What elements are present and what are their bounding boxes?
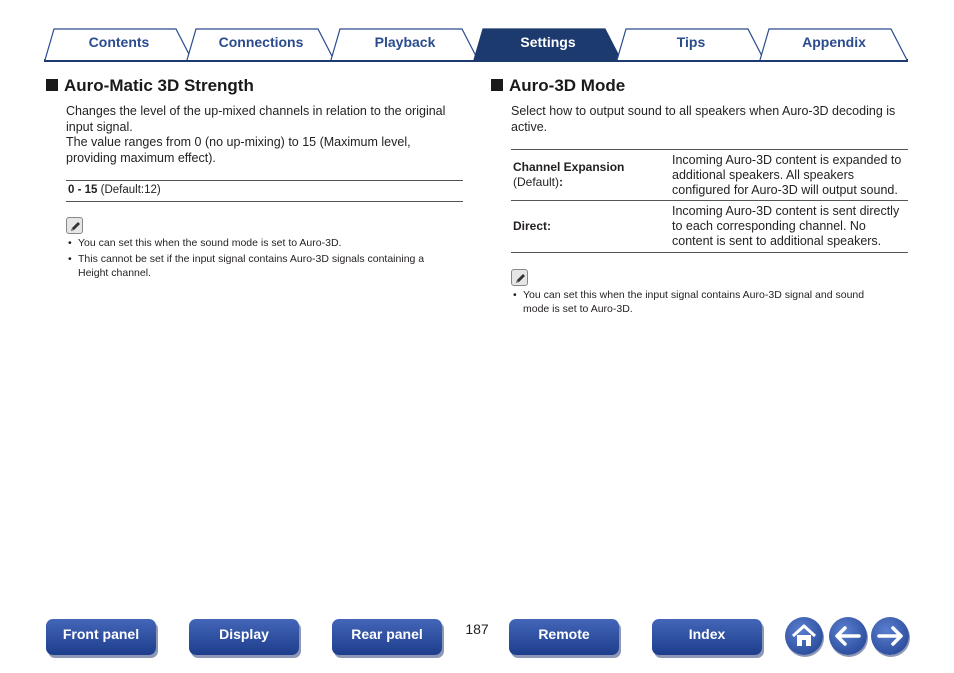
section-title-text: Auro-Matic 3D Strength: [64, 76, 254, 95]
mode-key: Channel Expansion: [513, 160, 625, 174]
page-number: 187: [465, 621, 489, 637]
tab-label: Settings: [520, 34, 576, 50]
note-item: [511, 289, 911, 316]
tab-label: Appendix: [802, 34, 866, 50]
note-line: mode is set to Auro-3D.: [523, 302, 633, 315]
remote-button[interactable]: Remote: [509, 619, 619, 655]
pencil-glyph: [67, 218, 84, 235]
tab-label: Tips: [676, 34, 706, 50]
section-title-text: Auro-3D Mode: [509, 76, 626, 95]
home-glyph: [785, 617, 823, 655]
tab-label: Playback: [374, 34, 436, 50]
mode-value-line: Incoming Auro-3D content is sent directly: [672, 204, 900, 218]
mode-value-line: configured for Auro-3D will output sound.: [672, 182, 898, 197]
table-row: [511, 150, 908, 201]
arrow-right-icon[interactable]: [871, 617, 909, 655]
note-line: Height channel.: [78, 266, 151, 279]
tab-contents[interactable]: [44, 27, 194, 60]
auro-3d-mode-table: [511, 149, 908, 253]
mode-value-cell: [670, 150, 908, 201]
desc-line: active.: [511, 119, 548, 134]
mode-value-line: additional speakers. All speakers: [672, 167, 855, 182]
desc-line: providing maximum effect).: [66, 150, 216, 165]
mode-value-line: to each corresponding channel. No: [672, 219, 866, 233]
range-value: 0 - 15: [68, 184, 98, 196]
mode-key-cell: [511, 201, 670, 253]
front-panel-button[interactable]: Front panel: [46, 619, 156, 655]
section-square-icon: [491, 79, 503, 91]
tab-connections[interactable]: [186, 27, 336, 60]
mode-value-cell: [670, 201, 908, 253]
section-square-icon: [46, 79, 58, 91]
left-notes: [66, 237, 466, 283]
arrow-left-icon[interactable]: [829, 617, 867, 655]
auro-matic-description: [66, 104, 445, 166]
tab-appendix[interactable]: [759, 27, 909, 60]
right-notes: [511, 289, 911, 319]
tab-label: Contents: [88, 34, 150, 50]
index-button[interactable]: Index: [652, 619, 762, 655]
display-button[interactable]: Display: [189, 619, 299, 655]
arrow-right-glyph: [871, 617, 909, 655]
range-default: (Default:12): [97, 184, 161, 196]
mode-value-line: Incoming Auro-3D content is expanded to: [672, 152, 902, 167]
home-icon[interactable]: [785, 617, 823, 655]
pencil-note-icon: [511, 269, 528, 286]
note-item: • You can set this when the sound mode is set to Auro-3D.: [66, 237, 466, 251]
arrow-left-glyph: [829, 617, 867, 655]
note-line: You can set this when the input signal contains Auro-3D signal and sound: [523, 289, 865, 301]
table-row: [511, 201, 908, 253]
pencil-note-icon: [66, 217, 83, 234]
value-range-row: [66, 180, 463, 202]
mode-key: Direct:: [513, 219, 552, 233]
note-line: This cannot be set if the input signal contains Auro-3D signals containing a: [78, 253, 425, 265]
desc-line: Changes the level of the up-mixed channels in relation to the original: [66, 104, 446, 118]
auro-3d-description: [511, 104, 895, 135]
mode-key-colon: :: [559, 175, 564, 189]
mode-value-line: content is sent to additional speakers.: [672, 234, 882, 248]
mode-key-cell: [511, 150, 670, 201]
section-title-auro-3d-mode: [491, 76, 625, 96]
chapter-tabs: [44, 27, 910, 63]
desc-line: The value ranges from 0 (no up-mixing) to 15 (Maximum level,: [66, 135, 411, 149]
desc-line: Select how to output sound to all speakers when Auro-3D decoding is: [511, 104, 896, 118]
tab-playback[interactable]: [330, 27, 480, 60]
tab-tips[interactable]: [616, 27, 766, 60]
tab-label: Connections: [218, 34, 304, 50]
desc-line: input signal.: [66, 119, 133, 134]
rear-panel-button[interactable]: Rear panel: [332, 619, 442, 655]
mode-key-sub: (Default): [513, 175, 560, 189]
pencil-glyph: [512, 270, 529, 287]
note-item: [66, 253, 466, 280]
tab-settings[interactable]: [473, 27, 623, 60]
section-title-auro-matic: [46, 76, 254, 96]
